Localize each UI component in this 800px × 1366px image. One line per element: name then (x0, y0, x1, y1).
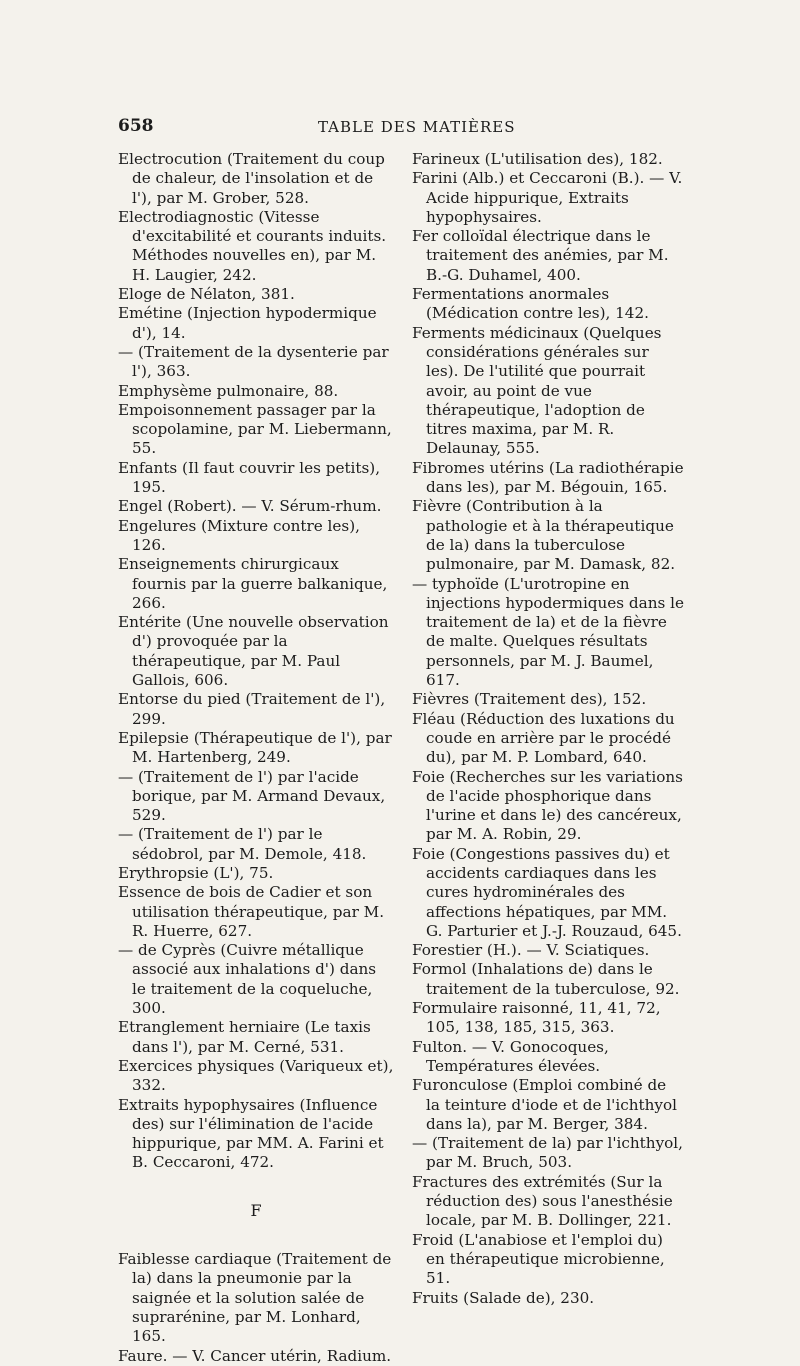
index-entry: Faure. — V. Cancer utérin, Radium. (118, 1346, 392, 1365)
index-entry: Emphysème pulmonaire, 88. (118, 381, 339, 400)
index-entry: Forestier (H.). — V. Sciatiques. (412, 941, 650, 960)
index-entry: Fibromes utérins (La radiothérapie dans les), par M. Bégouin, 165. (412, 458, 684, 497)
right-column (412, 150, 684, 1308)
index-entry: Etranglement herniaire (Le taxis dans l'), par M. Cerné, 531. (118, 1018, 371, 1056)
index-entry: — de Cyprès (Cuivre métallique associé aux inhalations d') dans le traitement de la coqueluche, 300. (118, 941, 377, 1018)
index-entry: Fractures des extrémités (Sur la réduction des) sous l'anesthésie locale, par M. B. Dollinger, 221. (412, 1172, 673, 1230)
section-letter: F (250, 1200, 262, 1220)
index-entry: — (Traitement de l') par l'acide borique, par M. Armand Devaux, 529. (118, 767, 386, 825)
index-entry: Electrodiagnostic (Vitesse d'excitabilité et courants induits. Méthodes nouvelles en), par M. H. Laugier, 242. (118, 207, 387, 284)
index-entry: Enseignements chirurgicaux fournis par la guerre balkanique, 266. (118, 555, 388, 612)
left-column (118, 150, 394, 1366)
index-entry: Fruits (Salade de), 230. (412, 1288, 595, 1307)
index-entry: Entorse du pied (Traitement de l'), 299. (118, 690, 386, 728)
index-entry: Farineux (L'utilisation des), 182. (412, 150, 663, 168)
index-entry: Extraits hypophysaires (Influence des) sur l'élimination de l'acide hippurique, par MM. A. Farini et B. Ceccaroni, 472. (118, 1095, 384, 1172)
running-title: TABLE DES MATIÈRES (318, 118, 516, 136)
index-entry: — typhoïde (L'urotropine en injections hypodermiques dans le traitement de la) et de la fièvre de malte. Quelques résultats personnels, par M. J. Baumel, 617. (412, 574, 684, 690)
index-entry: Empoisonnement passager par la scopolamine, par M. Liebermann, 55. (118, 400, 392, 458)
index-entry: Formulaire raisonné, 11, 41, 72, 105, 138, 185, 315, 363. (412, 999, 661, 1037)
index-entry: Erythropsie (L'), 75. (118, 863, 274, 882)
index-entry: Entérite (Une nouvelle observation d') provoquée par la thérapeutique, par M. Paul Gallois, 606. (118, 613, 389, 690)
index-entry: Fléau (Réduction des luxations du coude en arrière par le procédé du), par M. P. Lombard, 640. (412, 709, 675, 767)
index-entry: Furonculose (Emploi combiné de la teinture d'iode et de l'ichthyol dans la), par M. Berger, 384. (412, 1076, 677, 1133)
page-header (118, 116, 688, 142)
index-entry: Engelures (Mixture contre les), 126. (118, 516, 360, 554)
index-entry: — (Traitement de la dysenterie par l'), 363. (118, 342, 389, 381)
index-entry: Engel (Robert). — V. Sérum-rhum. (118, 497, 382, 516)
index-entry: Eloge de Nélaton, 381. (118, 285, 295, 304)
index-entry: Fermentations anormales (Médication contre les), 142. (412, 285, 649, 323)
index-entry: Enfants (Il faut couvrir les petits), 195. (118, 458, 381, 497)
index-entry: Emétine (Injection hypodermique d'), 14. (118, 304, 377, 342)
index-entry: Fulton. — V. Gonocoques, Températures élevées. (412, 1037, 609, 1075)
index-entry: Fièvres (Traitement des), 152. (412, 690, 647, 709)
index-entry: Froid (L'anabiose et l'emploi du) en thérapeutique microbienne, 51. (412, 1230, 665, 1288)
index-entry: Farini (Alb.) et Ceccaroni (B.). — V. Acide hippurique, Extraits hypophysaires. (412, 169, 683, 226)
index-entry: Foie (Congestions passives du) et accidents cardiaques dans les cures hydrominérales des affections hépatiques, par MM. G. Parturier et J.-J. Rouzaud, 645. (412, 844, 682, 940)
page-number: 658 (118, 116, 154, 136)
index-entry: Faiblesse cardiaque (Traitement de la) dans la pneumonie par la saignée et la solution salée de suprarénine, par M. Lonhard, 165. (118, 1250, 392, 1346)
index-entry: Electrocution (Traitement du coup de chaleur, de l'insolation et de l'), par M. Grober, 528. (118, 150, 385, 207)
index-entry: Epilepsie (Thérapeutique de l'), par M. Hartenberg, 249. (118, 728, 392, 767)
index-entry: — (Traitement de l') par le sédobrol, par M. Demole, 418. (118, 825, 367, 863)
index-entry: Formol (Inhalations de) dans le traitement de la tuberculose, 92. (412, 960, 680, 998)
index-entry: Ferments médicinaux (Quelques considérations générales sur les). De l'utilité que pourrait avoir, au point de vue thérapeutique, l'adoption de titres maxima, par M. R. Delaunay, 555. (412, 323, 662, 458)
index-entry: Essence de bois de Cadier et son utilisation thérapeutique, par M. R. Huerre, 627. (118, 883, 385, 940)
index-entry: — (Traitement de la) par l'ichthyol, par M. Bruch, 503. (412, 1134, 683, 1172)
index-entry: Foie (Recherches sur les variations de l'acide phosphorique dans l'urine et dans le) des cancéreux, par M. A. Robin, 29. (412, 767, 683, 844)
index-entry: Fièvre (Contribution à la pathologie et à la thérapeutique de la) dans la tuberculose pulmonaire, par M. Damask, 82. (412, 497, 676, 574)
index-entry: Fer colloïdal électrique dans le traitement des anémies, par M. B.-G. Duhamel, 400. (412, 227, 669, 284)
index-entry: Exercices physiques (Variqueux et), 332. (118, 1056, 394, 1095)
